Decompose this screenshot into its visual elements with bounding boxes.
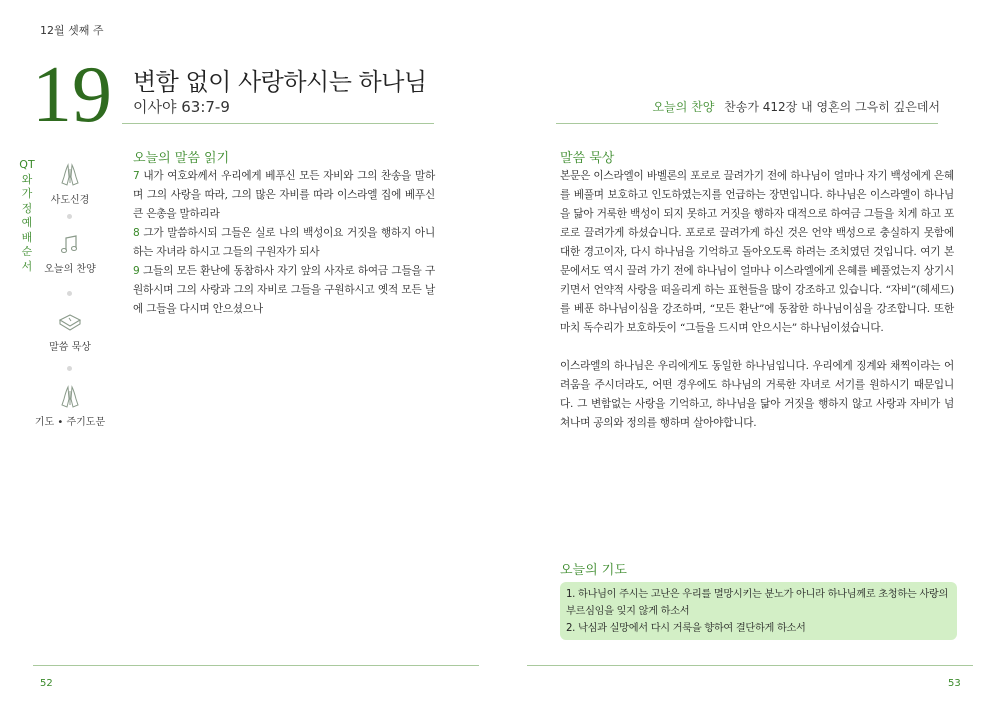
step-label: 기도 • 주기도문 [34,417,106,428]
praying-hands-icon [59,385,81,409]
page-number-left: 52 [40,678,53,689]
reading-heading: 오늘의 말씀 읽기 [133,151,230,166]
verse-number: 7 [133,170,140,182]
verse-number: 9 [133,265,140,277]
reading-passage [133,167,435,319]
prayer-item: 2. 낙심과 실망에서 다시 거룩을 향하여 결단하게 하소서 [566,623,806,634]
bible-book-icon [57,312,83,334]
step-prayer [28,385,112,428]
header-rule-right [556,123,938,124]
praise-line [653,98,940,115]
day-number: 19 [32,51,112,139]
praise-label: 오늘의 찬양 [652,100,715,114]
step-meditation [35,312,105,353]
step-creed [35,163,105,206]
verse-text: 내가 여호와께서 우리에게 베푸신 모든 자비와 그의 찬송을 말하며 그의 사랑을 따라, 그의 많은 자비를 따라 이스라엘 집에 베푸신 큰 은총을 말하리라 [133,170,435,220]
step-divider-dot [67,291,72,296]
footer-rule-right [527,665,973,666]
page-number-right: 53 [948,678,961,689]
step-label: 오늘의 찬양 [44,264,96,275]
praying-hands-icon [59,163,81,187]
week-label: 12월 셋째 주 [40,24,104,37]
step-divider-dot [67,366,72,371]
vertical-section-label: QT와가정예배순서 [19,158,35,273]
music-note-icon [59,234,81,256]
meditation-text [560,167,954,433]
meditation-heading: 말씀 묵상 [560,151,615,166]
footer-rule-left [33,665,479,666]
verse-text: 그가 말씀하시되 그들은 실로 나의 백성이요 거짓을 행하지 아니하는 자녀라 하시고 그들의 구원자가 되사 [133,227,435,258]
meditation-paragraph: 이스라엘의 하나님은 우리에게도 동일한 하나님입니다. 우리에게 징계와 채찍이라는 어려움을 주시더라도, 어떤 경우에도 하나님의 거룩한 자녀로 서기를 원하시기 때문입니다. 그 변함없는 사랑을 기억하고, 하나님을 닮아 거짓을 행하지 않고 사랑과 자비가 넘쳐나며 공의와 정의를 행하며 살아야합니다. [560,360,954,429]
step-divider-dot [67,214,72,219]
page-title: 변함 없이 사랑하시는 하나님 [133,68,427,96]
verse-text: 그들의 모든 환난에 동참하사 자기 앞의 사자로 하여금 그들을 구원하시며 그의 사랑과 그의 자비로 그들을 구원하시고 옛적 모든 날에 그들을 다시며 안으셨으나 [133,265,435,315]
verse-number: 8 [133,227,140,239]
scripture-reference: 이사야 63:7-9 [133,98,230,116]
prayer-item: 1. 하나님이 주시는 고난은 우리를 멸망시키는 분노가 아니라 하나님께로 초청하는 사랑의 부르심임을 잊지 않게 하소서 [566,589,948,617]
step-label: 사도신경 [50,195,90,206]
header-rule-left [122,123,434,124]
prayer-heading: 오늘의 기도 [560,563,627,578]
praise-text: 찬송가 412장 내 영혼의 그윽히 깊은데서 [724,100,940,114]
step-praise [35,234,105,275]
step-label: 말씀 묵상 [49,342,91,353]
meditation-paragraph: 본문은 이스라엘이 바벨론의 포로로 끌려가기 전에 하나님이 얼마나 자기 백성에게 은혜를 베풀며 보호하고 인도하였는지를 언급하는 장면입니다. 하나님은 이스라엘이 하나님을 닮아 거룩한 백성이 되지 못하고 거짓을 행하자 대적으로 하여금 그들을 치게 하고 포로로 끌려가게 하셨습니다. 포로로 끌려가게 하신 것은 언약 백성으로 충실하지 못함에 대한 경고이자, 다시 하나님을 기억하고 돌아오도록 하려는 조치였던 것입니다. 여기 본문에서도 역시 끌려 가기 전에 하나님이 얼마나 이스라엘에게 은혜를 베풀었는지 상기시키면서 언약적 사랑을 떠올리게 하는 표현들을 많이 강조하고 있습니다. “자비”(헤세드)를 베푼 하나님이심을 강조하며, “모든 환난”에 동참한 하나님이심을 강조합니다. 또한 마치 독수리가 보호하듯이 “그들을 드시며 안으시는” 하나님이셨습니다. [560,170,954,334]
prayer-box [560,582,957,640]
